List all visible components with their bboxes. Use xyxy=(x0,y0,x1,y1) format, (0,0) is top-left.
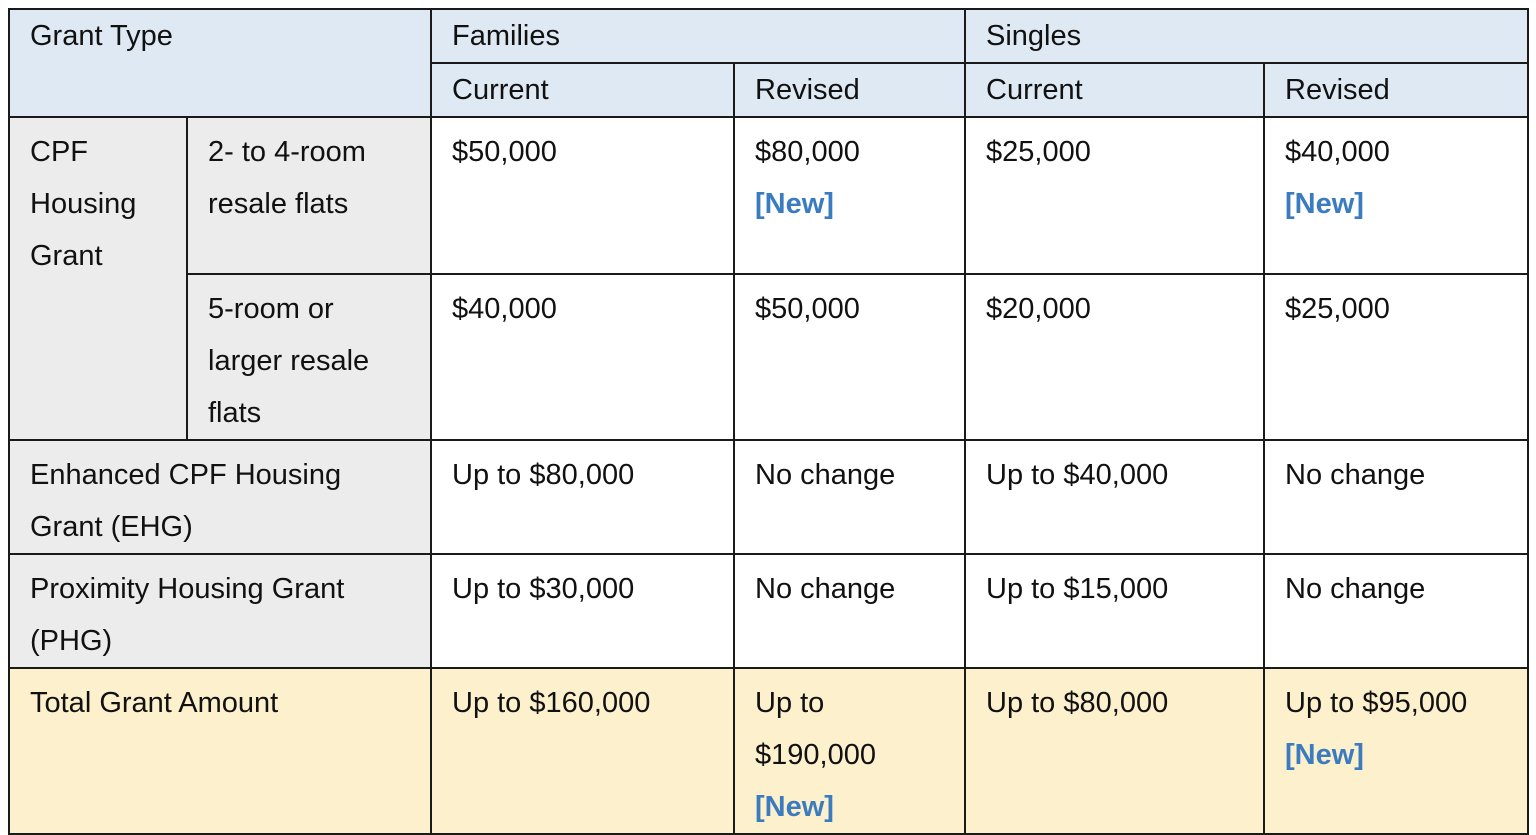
header-families-revised: Revised xyxy=(734,63,965,117)
label-line: Grant (EHG) xyxy=(30,511,193,543)
phg-label xyxy=(9,554,431,668)
label-line: CPF xyxy=(30,136,88,168)
label-line: flats xyxy=(208,397,262,429)
ehg-singles-revised: No change xyxy=(1264,440,1528,554)
cpf-sub1-label xyxy=(187,117,431,274)
cpf-sub1-families-current: $50,000 xyxy=(431,117,734,274)
cpf-sub2-families-current: $40,000 xyxy=(431,274,734,440)
label-line: Proximity Housing Grant xyxy=(30,573,345,605)
header-families-current: Current xyxy=(431,63,734,117)
new-tag: [New] xyxy=(1285,739,1364,771)
phg-families-revised: No change xyxy=(734,554,965,668)
phg-singles-revised: No change xyxy=(1264,554,1528,668)
ehg-families-current: Up to $80,000 xyxy=(431,440,734,554)
header-singles: Singles xyxy=(965,9,1528,63)
cpf-sub2-label xyxy=(187,274,431,440)
new-tag: [New] xyxy=(755,791,834,823)
label-line: 5-room or xyxy=(208,293,334,325)
new-tag: [New] xyxy=(1285,188,1364,220)
ehg-families-revised: No change xyxy=(734,440,965,554)
header-families: Families xyxy=(431,9,965,63)
cpf-sub2-singles-current: $20,000 xyxy=(965,274,1264,440)
header-grant-type: Grant Type xyxy=(9,9,431,117)
phg-families-current: Up to $30,000 xyxy=(431,554,734,668)
label-line: 2- to 4-room xyxy=(208,136,366,168)
value-text: $40,000 xyxy=(1285,136,1390,168)
value-text: Up to xyxy=(755,687,825,719)
ehg-singles-current: Up to $40,000 xyxy=(965,440,1264,554)
label-line: larger resale xyxy=(208,345,370,377)
cpf-sub2-families-revised: $50,000 xyxy=(734,274,965,440)
total-singles-revised xyxy=(1264,668,1528,834)
cpf-sub1-singles-revised xyxy=(1264,117,1528,274)
total-families-current: Up to $160,000 xyxy=(431,668,734,834)
total-singles-current: Up to $80,000 xyxy=(965,668,1264,834)
cpf-housing-grant-label xyxy=(9,117,187,440)
label-line: Housing xyxy=(30,188,137,220)
ehg-label xyxy=(9,440,431,554)
label-line: Grant xyxy=(30,240,103,272)
total-grant-label: Total Grant Amount xyxy=(9,668,431,834)
cpf-sub1-families-revised xyxy=(734,117,965,274)
grant-table xyxy=(8,8,1529,835)
label-line: (PHG) xyxy=(30,625,113,657)
value-text: Up to $95,000 xyxy=(1285,687,1468,719)
cpf-sub2-singles-revised: $25,000 xyxy=(1264,274,1528,440)
label-line: resale flats xyxy=(208,188,349,220)
value-text: $80,000 xyxy=(755,136,860,168)
total-families-revised xyxy=(734,668,965,834)
header-singles-current: Current xyxy=(965,63,1264,117)
label-line: Enhanced CPF Housing xyxy=(30,459,342,491)
value-text: $190,000 xyxy=(755,739,876,771)
header-singles-revised: Revised xyxy=(1264,63,1528,117)
phg-singles-current: Up to $15,000 xyxy=(965,554,1264,668)
cpf-sub1-singles-current: $25,000 xyxy=(965,117,1264,274)
new-tag: [New] xyxy=(755,188,834,220)
